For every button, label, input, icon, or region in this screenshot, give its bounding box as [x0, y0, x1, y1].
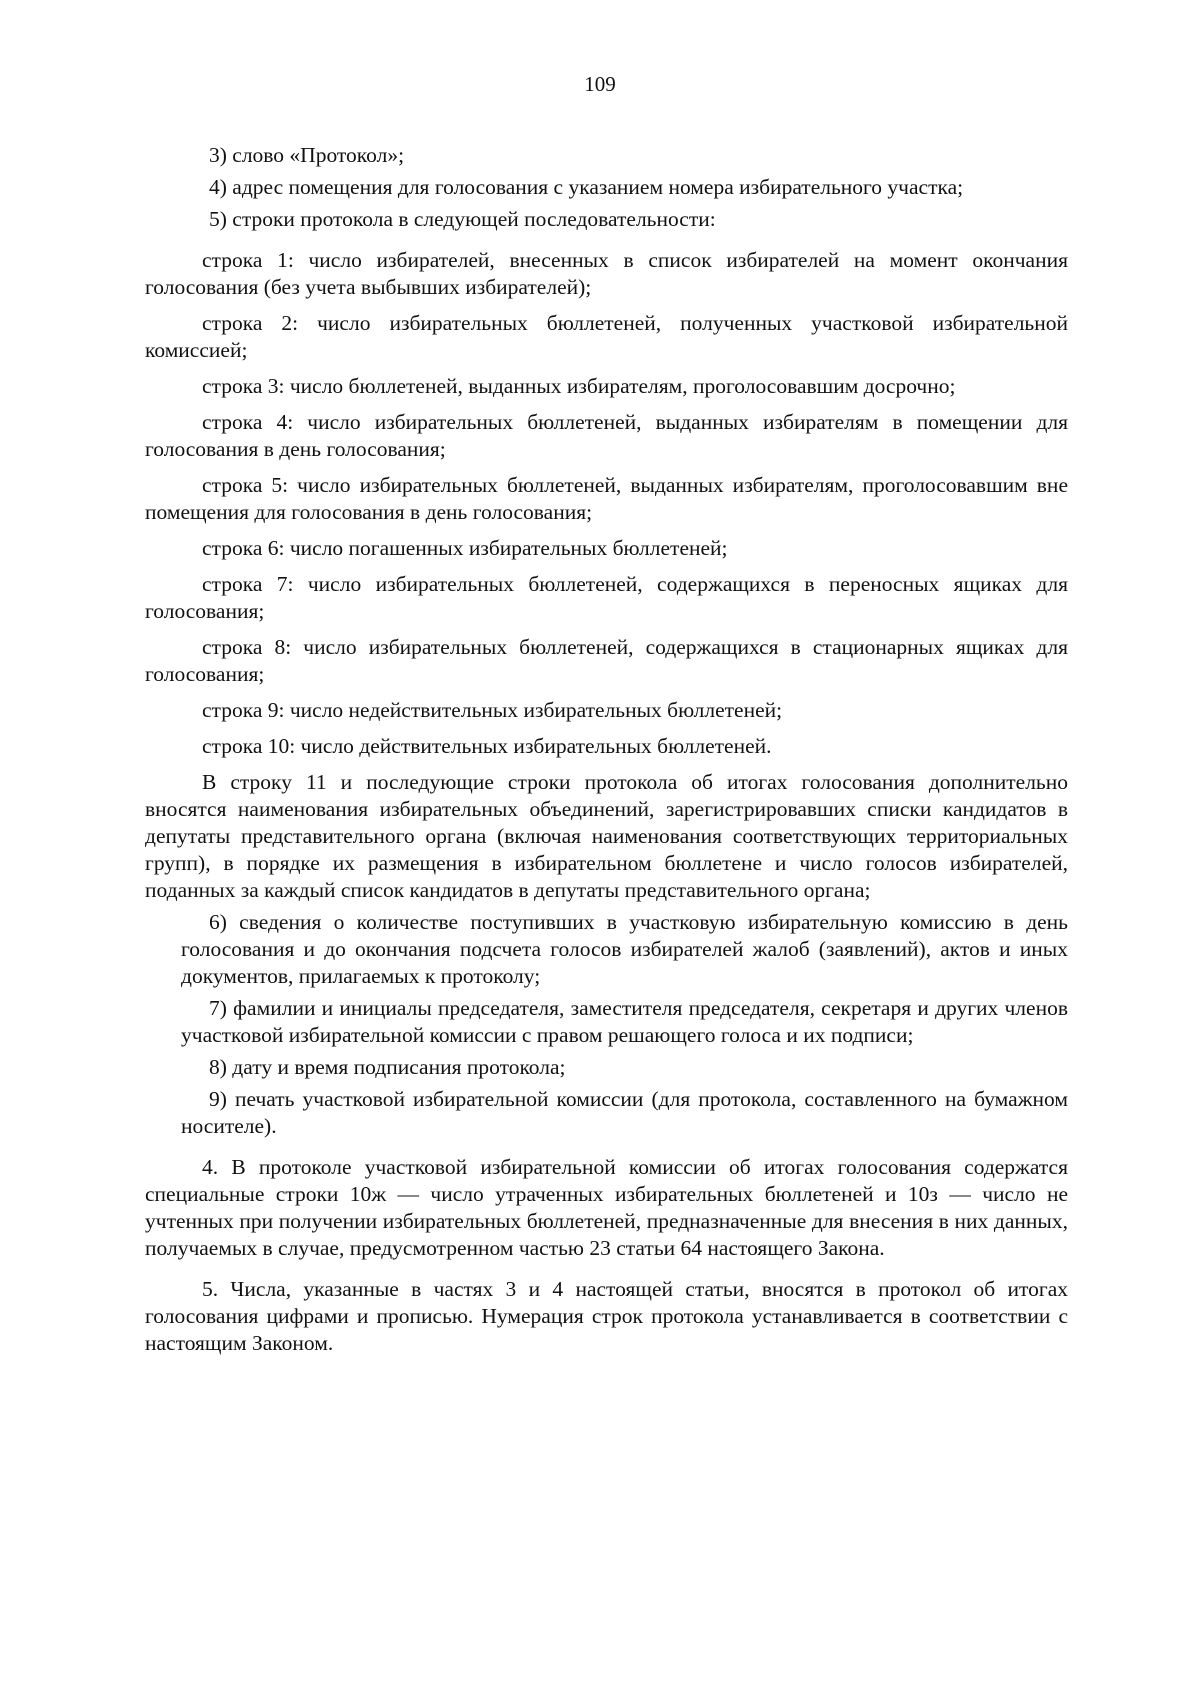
- protocol-line-8: строка 8: число избирательных бюллетеней, содержащихся в стационарных ящиках для голосования;: [145, 635, 1068, 686]
- protocol-line-11-paragraph: В строку 11 и последующие строки протокола об итогах голосования дополнительно вносятся наименования избирательных объединений, зарегистрировавших списки кандидатов в депутаты представительного органа (включая наименования соответствующих территориальных групп), в порядке их размещения в избирательном бюллетене и число голосов избирателей, поданных за каждый список кандидатов в депутаты представительного органа;: [145, 770, 1068, 902]
- page-number: 109: [584, 72, 616, 96]
- protocol-line-5: строка 5: число избирательных бюллетеней, выданных избирателям, проголосовавшим вне помещения для голосования в день голосования;: [145, 473, 1068, 524]
- list-item-9: 9) печать участковой избирательной комиссии (для протокола, составленного на бумажном носителе).: [181, 1087, 1068, 1138]
- list-item-3: 3) слово «Протокол»;: [209, 143, 405, 167]
- part-4-paragraph: 4. В протоколе участковой избирательной комиссии об итогах голосования содержатся специальные строки 10ж — число утраченных избирательных бюллетеней и 10з — число не учтенных при получении избирательных бюллетеней, предназначенные для внесения в них данных, получаемых в случае, предусмотренном частью 23 статьи 64 настоящего Закона.: [145, 1155, 1068, 1260]
- list-item-7: 7) фамилии и инициалы председателя, заместителя председателя, секретаря и других членов участковой избирательной комиссии с правом решающего голоса и их подписи;: [181, 996, 1068, 1047]
- list-item-6: 6) сведения о количестве поступивших в участковую избирательную комиссию в день голосования и до окончания подсчета голосов избирателей жалоб (заявлений), актов и иных документов, прилагаемых к протоколу;: [181, 910, 1068, 988]
- list-item-8: 8) дату и время подписания протокола;: [209, 1055, 566, 1079]
- protocol-line-3: строка 3: число бюллетеней, выданных избирателям, проголосовавшим досрочно;: [202, 374, 956, 398]
- protocol-line-7: строка 7: число избирательных бюллетеней, содержащихся в переносных ящиках для голосования;: [145, 572, 1068, 623]
- protocol-line-10: строка 10: число действительных избирательных бюллетеней.: [202, 734, 772, 758]
- list-item-5: 5) строки протокола в следующей последовательности:: [209, 207, 716, 231]
- part-5-paragraph: 5. Числа, указанные в частях 3 и 4 настоящей статьи, вносятся в протокол об итогах голосования цифрами и прописью. Нумерация строк протокола устанавливается в соответствии с настоящим Законом.: [145, 1277, 1068, 1355]
- list-item-4: 4) адрес помещения для голосования с указанием номера избирательного участка;: [209, 175, 964, 199]
- protocol-line-4: строка 4: число избирательных бюллетеней, выданных избирателям в помещении для голосования в день голосования;: [145, 410, 1068, 461]
- protocol-line-2: строка 2: число избирательных бюллетеней, полученных участковой избирательной комиссией;: [145, 311, 1068, 362]
- protocol-line-1: строка 1: число избирателей, внесенных в список избирателей на момент окончания голосования (без учета выбывших избирателей);: [145, 248, 1068, 299]
- protocol-line-9: строка 9: число недействительных избирательных бюллетеней;: [202, 698, 783, 722]
- document-body: [145, 142, 1068, 1366]
- protocol-line-6: строка 6: число погашенных избирательных бюллетеней;: [202, 536, 728, 560]
